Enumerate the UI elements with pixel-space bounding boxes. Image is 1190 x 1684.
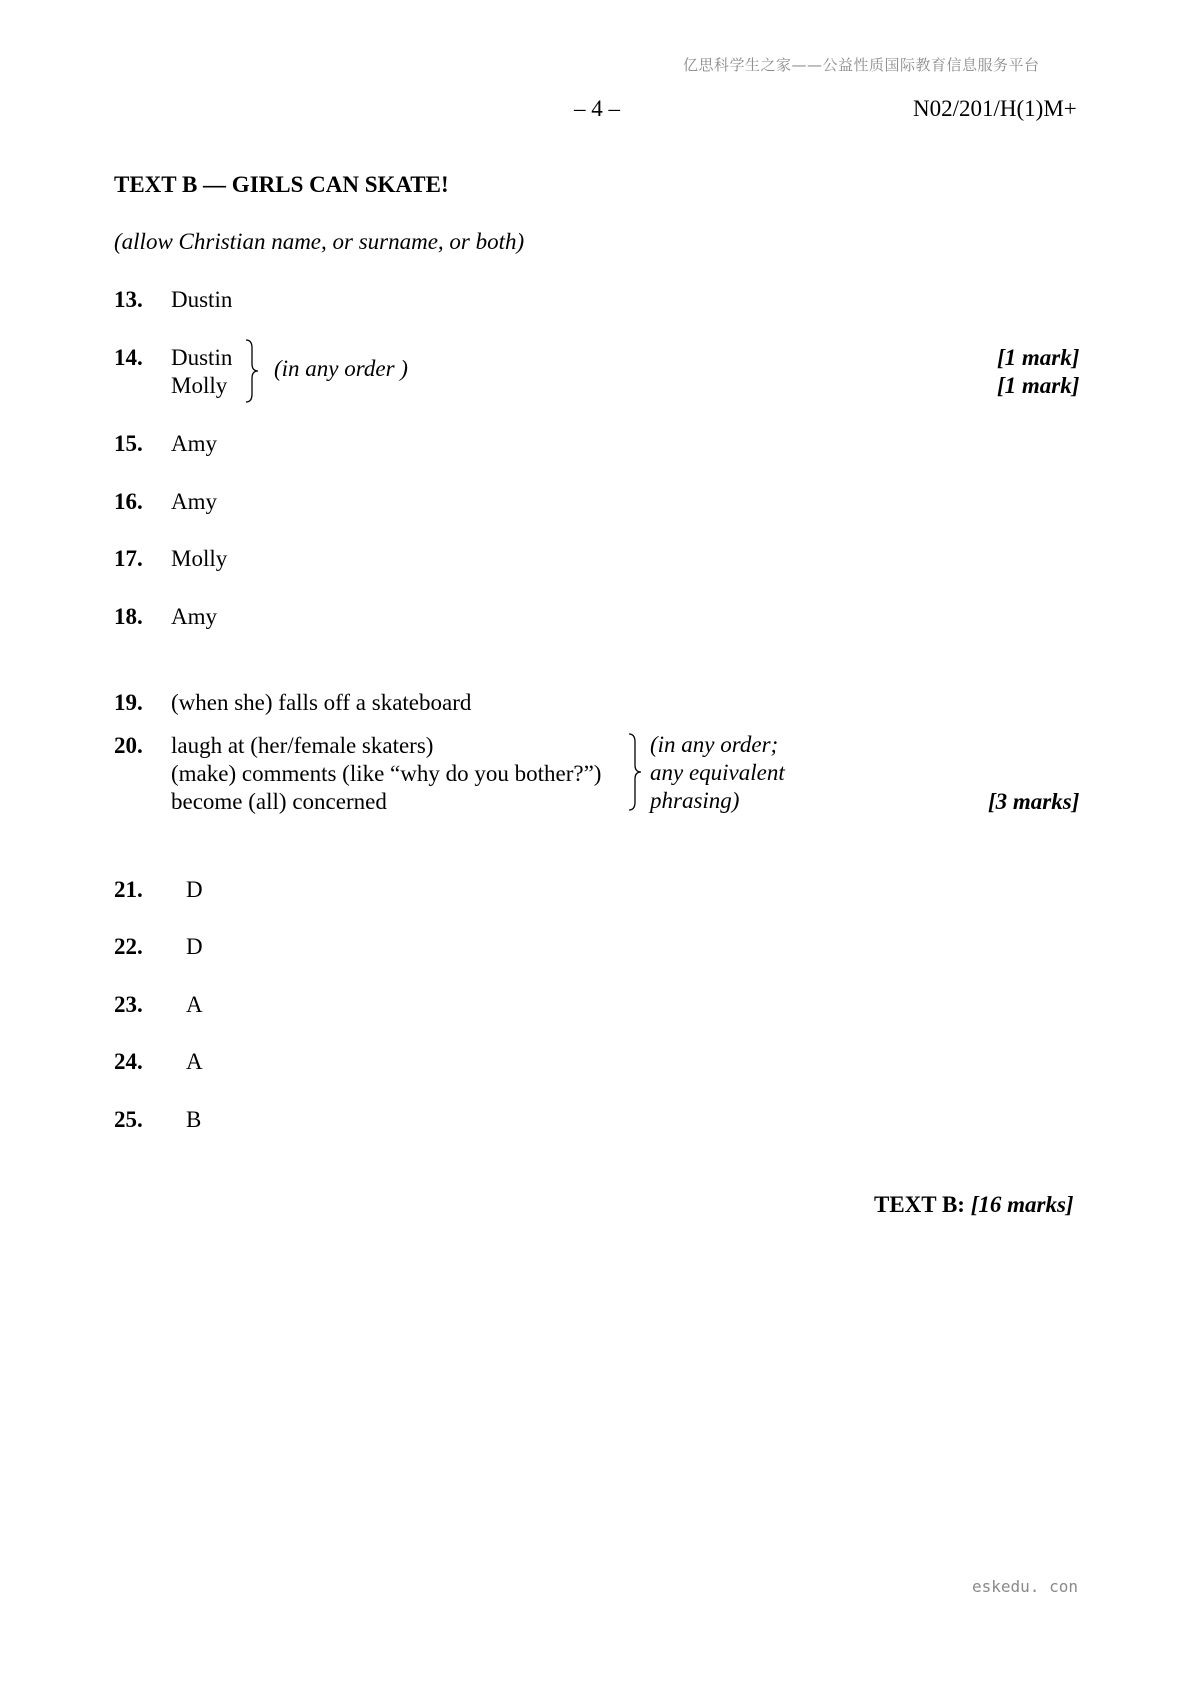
question-number: 24. (114, 1049, 143, 1074)
watermark-top: 亿思科学生之家——公益性质国际教育信息服务平台 (683, 56, 1040, 74)
mark-label: [3 marks] (988, 789, 1080, 814)
question-number: 13. (114, 287, 143, 312)
question-number: 19. (114, 690, 143, 715)
document-code: N02/201/H(1)M+ (913, 96, 1077, 121)
order-note: any equivalent (650, 760, 785, 785)
total-label: TEXT B: (874, 1192, 965, 1217)
answer: (make) comments (like “why do you bother?”) (171, 761, 602, 786)
answer: become (all) concerned (171, 789, 387, 814)
question-number: 20. (114, 733, 143, 758)
answer: B (186, 1107, 202, 1132)
answer: Amy (171, 489, 217, 514)
total-marks (874, 1192, 1074, 1218)
question-number: 15. (114, 431, 143, 456)
instruction: (allow Christian name, or surname, or both) (114, 229, 525, 254)
question-number: 18. (114, 604, 143, 629)
page-number: – 4 – (574, 96, 620, 121)
question-number: 16. (114, 489, 143, 514)
answer: Dustin (171, 287, 233, 312)
answer: A (186, 1049, 203, 1074)
right-brace-icon (627, 732, 643, 812)
answer: Amy (171, 431, 217, 456)
total-mark-value: [16 marks] (970, 1192, 1074, 1217)
answer: laugh at (her/female skaters) (171, 733, 434, 758)
mark-label: [1 mark] (997, 345, 1080, 370)
order-note: (in any order ) (274, 356, 408, 381)
answer: D (186, 934, 203, 959)
mark-label: [1 mark] (997, 373, 1080, 398)
question-number: 23. (114, 992, 143, 1017)
answer: Molly (171, 546, 228, 571)
question-number: 22. (114, 934, 143, 959)
order-note: (in any order; (650, 732, 779, 757)
question-number: 25. (114, 1107, 143, 1132)
section-title: TEXT B — GIRLS CAN SKATE! (114, 172, 449, 197)
answer: Molly (171, 373, 228, 398)
answer: A (186, 992, 203, 1017)
answer: Amy (171, 604, 217, 629)
question-number: 17. (114, 546, 143, 571)
right-brace-icon (244, 338, 260, 404)
answer: D (186, 877, 203, 902)
question-number: 14. (114, 345, 143, 370)
question-number: 21. (114, 877, 143, 902)
order-note: phrasing) (650, 788, 740, 813)
watermark-bottom: eskedu. con (972, 1577, 1078, 1596)
answer: (when she) falls off a skateboard (171, 690, 472, 715)
answer: Dustin (171, 345, 233, 370)
